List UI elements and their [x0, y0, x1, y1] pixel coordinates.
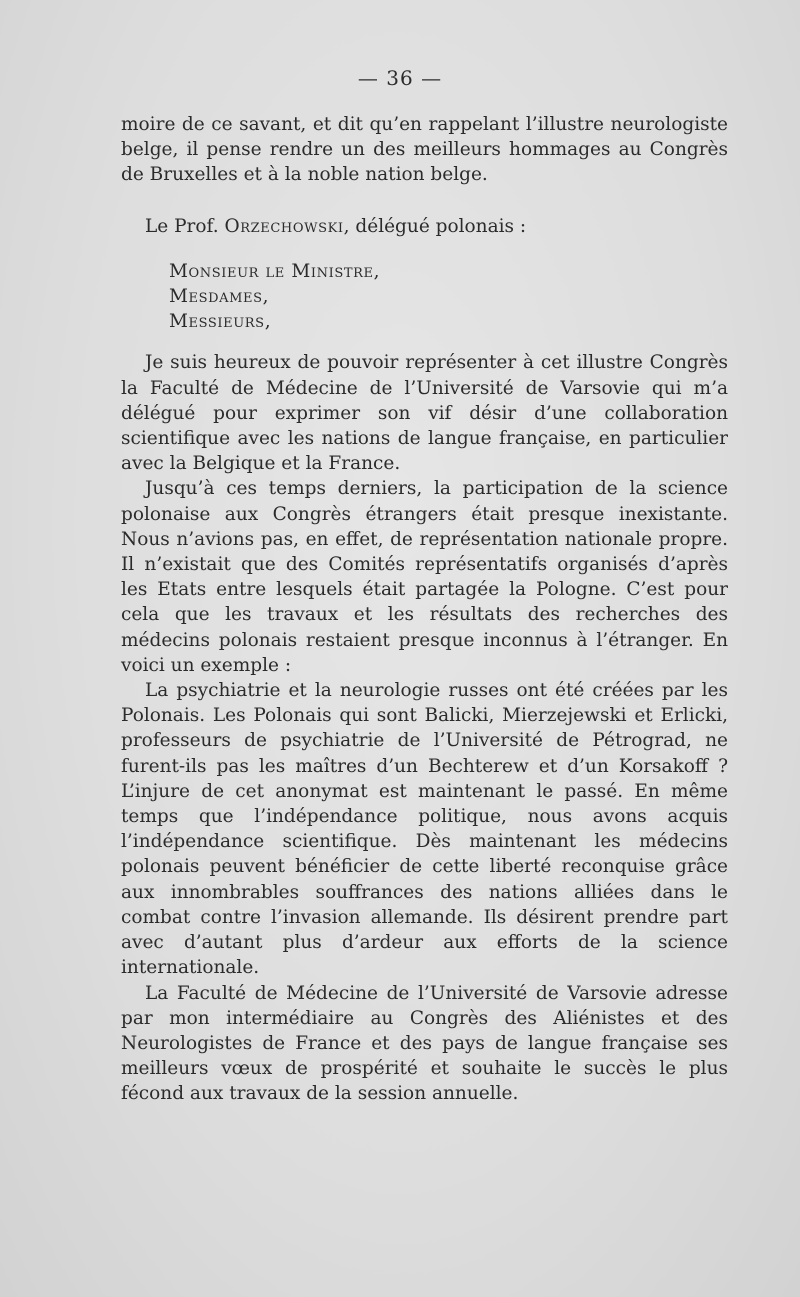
paragraph: Je suis heureux de pouvoir représenter à cet illustre Congrès la Faculté de Médecine de l’Université de Varsovie qui m’a délégué pour exprimer son vif désir d’une collaboration scientifique avec les nations de langue française, en particulier avec la Belgique et la France. [121, 352, 728, 475]
body-text [121, 112, 728, 1107]
salutation-line: Monsieur le Ministre, [169, 260, 381, 282]
paragraph: La psychiatrie et la neurologie russes ont été créées par les Polonais. Les Polonais qui sont Balicki, Mierzejewski et Erlicki, professeurs de psychiatrie de l’Université de Pétrograd, ne furent-ils pas les maîtres d’un Bechterew et d’un Korsakoff ? L’injure de cet anonymat est maintenant le passé. En même temps que l’indépendance politique, nous avons acquis l’indépendance scientifique. Dès maintenant les médecins polonais peuvent bénéficier de cette liberté reconquise grâce aux innombrables souffrances des nations alliées dans le combat contre l’invasion allemande. Ils désirent prendre part avec d’autant plus d’ardeur aux efforts de la science internationale. [121, 680, 728, 979]
speaker-suffix: , délégué polonais : [343, 215, 527, 237]
page-number: — 36 — [357, 66, 443, 90]
speaker-prefix: Le Prof. [145, 215, 225, 237]
paragraph-continuation: moire de ce savant, et dit qu’en rappelant l’illustre neurologiste belge, il pense rendre un des meilleurs hommages au Congrès de Bruxelles et à la noble nation belge. [121, 114, 728, 186]
speaker-introduction [121, 214, 728, 239]
paragraph: Jusqu’à ces temps derniers, la participation de la science polonaise aux Congrès étrangers était presque inexistante. Nous n’avions pas, en effet, de représentation nationale propre. Il n’existait que des Comités représentatifs organisés d’après les Etats entre lesquels était partagée la Pologne. C’est pour cela que les travaux et les résultats des recherches des médecins polonais restaient presque inconnus à l’étranger. En voici un exemple : [121, 478, 728, 676]
salutation-line: Messieurs, [169, 311, 272, 333]
speaker-name: Orzechowski [224, 215, 344, 237]
salutation [169, 259, 728, 335]
salutation-line: Mesdames, [169, 286, 270, 308]
paragraph: La Faculté de Médecine de l’Université de Varsovie adresse par mon intermédiaire au Congrès des Aliénistes et des Neurologistes de France et des pays de langue française ses meilleurs vœux de prospérité et souhaite le succès le plus fécond aux travaux de la session annuelle. [121, 982, 728, 1105]
